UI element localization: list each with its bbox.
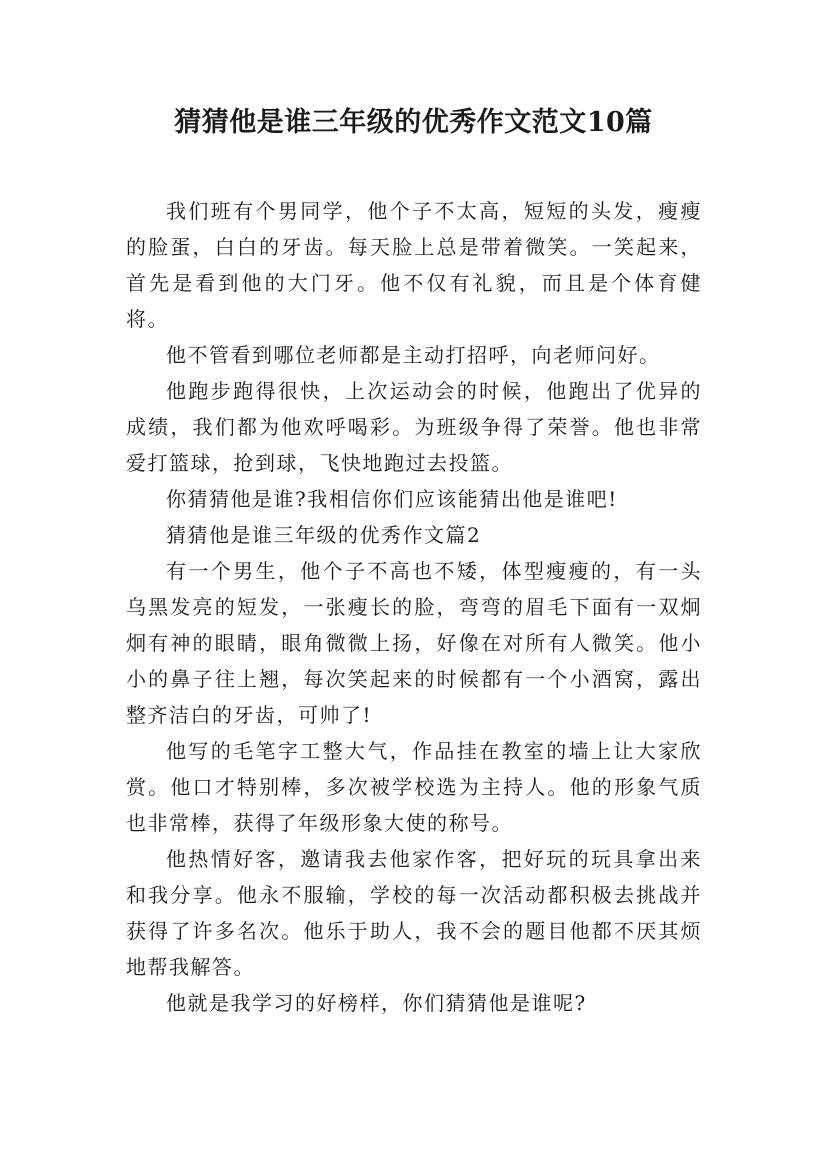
paragraph: 他不管看到哪位老师都是主动打招呼，向老师问好。 [166,343,661,367]
paragraph: 有一个男生，他个子不高也不矮，体型瘦瘦的，有一头乌黑发亮的短发，一张瘦长的脸，弯弯的眉毛下面有一双炯炯有神的眼睛，眼角微微上扬，好像在对所有人微笑。他小小的鼻子往上翘，每次笑起来的时候都有一个小酒窝，露出整齐洁白的牙齿，可帅了! [126,559,702,727]
paragraph: 他写的毛笔字工整大气，作品挂在教室的墙上让大家欣赏。他口才特别棒，多次被学校选为主持人。他的形象气质也非常棒，获得了年级形象大使的称号。 [126,739,702,835]
document-title: 猜猜他是谁三年级的优秀作文范文10篇 [174,107,653,138]
section-heading: 猜猜他是谁三年级的优秀作文篇2 [166,523,482,547]
paragraph: 他跑步跑得很快，上次运动会的时候，他跑出了优异的成绩，我们都为他欢呼喝彩。为班级争得了荣誉。他也非常爱打篮球，抢到球，飞快地跑过去投篮。 [126,379,702,475]
paragraph: 你猜猜他是谁?我相信你们应该能猜出他是谁吧! [166,487,618,511]
document-body [126,193,702,1021]
paragraph: 他热情好客，邀请我去他家作客，把好玩的玩具拿出来和我分享。他永不服输，学校的每一次活动都积极去挑战并获得了许多名次。他乐于助人，我不会的题目他都不厌其烦地帮我解答。 [126,847,702,979]
paragraph: 我们班有个男同学，他个子不太高，短短的头发，瘦瘦的脸蛋，白白的牙齿。每天脸上总是带着微笑。一笑起来，首先是看到他的大门牙。他不仅有礼貌，而且是个体育健将。 [126,199,702,331]
paragraph: 他就是我学习的好榜样，你们猜猜他是谁呢? [166,991,587,1015]
